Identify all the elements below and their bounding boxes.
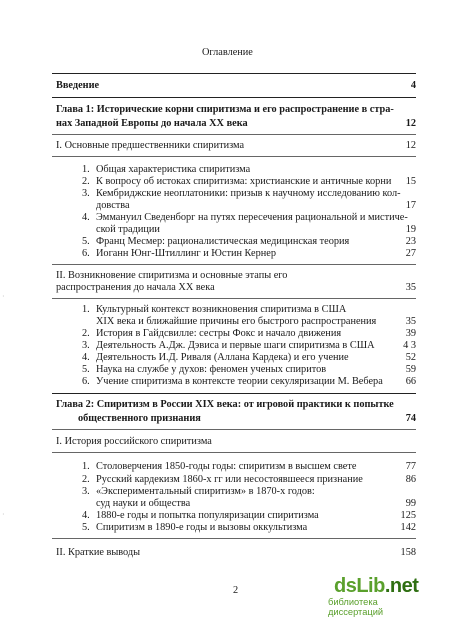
list-item-text: Культурный контекст возникновения спиритизма в США [96, 304, 347, 315]
list-item-number: 4. [82, 510, 90, 521]
list-item-text: ской традиции [96, 224, 160, 235]
list-item-text: «Экспериментальный спиритизм» в 1870-х годов: [96, 486, 315, 497]
intro-rule-top [52, 73, 416, 74]
watermark-logo-tld: .net [384, 575, 419, 597]
ch1-section2-page: 35 [405, 282, 416, 293]
list-item-number: 3. [82, 486, 90, 497]
ch2-section2-page: 158 [400, 547, 416, 558]
list-item-number: 4. [82, 212, 90, 223]
list-item-number: 5. [82, 236, 90, 247]
list-item-number: 2. [82, 474, 90, 485]
ch1-rule [52, 134, 416, 135]
intro-label: Введение [56, 80, 100, 91]
list-item-number: 6. [82, 248, 90, 259]
list-item-text: Спиритизм в 1890-е годы и вызовы оккультизма [96, 522, 308, 533]
list-item-text: Наука на службе у духов: феномен ученых спиритов [96, 364, 327, 375]
list-item-page: 142 [400, 522, 416, 533]
list-item-number: 3. [82, 340, 90, 351]
ch1-section1-title: I. Основные предшественники спиритизма [56, 140, 245, 151]
ch2-section1-title: I. История российского спиритизма [56, 436, 212, 447]
list-item-text: Эммануил Сведенборг на путях пересечения рациональной и мистиче- [96, 212, 408, 223]
ch2-page: 74 [405, 413, 416, 424]
ch2-rule [52, 429, 416, 430]
list-item-text: История в Гайдсвилле: сестры Фокс и начало движения [96, 328, 342, 339]
list-item-number: 5. [82, 364, 90, 375]
list-item-page: 19 [405, 224, 416, 235]
ch1-page: 12 [405, 118, 416, 129]
ch1-section2-rule-bottom [52, 298, 416, 299]
list-item-text: Кембриджские неоплатоники: призыв к научному исследованию кол- [96, 188, 401, 199]
intro-rule-bottom [52, 97, 416, 98]
list-item-page: 86 [405, 474, 416, 485]
list-item-text: 1880-е годы и попытка популяризации спиритизма [96, 510, 319, 521]
scan-margin-mark: · [2, 292, 5, 301]
list-item-text: Иоганн Юнг-Штиллинг и Юстин Кернер [96, 248, 276, 259]
list-item-page: 23 [405, 236, 416, 247]
list-item-page: 66 [405, 376, 416, 387]
list-item-text: К вопросу об истоках спиритизма: христианские и античные корни [96, 176, 392, 187]
list-item-page: 77 [405, 461, 416, 472]
list-item-text: XIX века и ближайшие причины его быстрого распространения [96, 316, 377, 327]
list-item-page: 59 [405, 364, 416, 375]
list-item-page: 35 [405, 316, 416, 327]
list-item-text: Столоверчения 1850-годы годы: спиритизм в высшем свете [96, 461, 357, 472]
list-item-number: 2. [82, 176, 90, 187]
ch2-title-line2: общественного признания [78, 413, 201, 424]
list-item-page: 125 [400, 510, 416, 521]
list-item-number: 2. [82, 328, 90, 339]
ch1-section2-rule-top [52, 264, 416, 265]
watermark [328, 575, 434, 617]
ch2-section2-title: II. Краткие выводы [56, 547, 141, 558]
list-item-text: Деятельность А.Дж. Дэвиса и первые шаги спиритизма в США [96, 340, 375, 351]
list-item-number: 3. [82, 188, 90, 199]
watermark-logo-main: dsLib [334, 575, 385, 597]
list-item-page: 39 [405, 328, 416, 339]
intro-page: 4 [410, 80, 416, 91]
ch1-title-line2: нах Западной Европы до начала XX века [56, 118, 248, 129]
list-item-page: 52 [405, 352, 416, 363]
list-item-text: довства [96, 200, 130, 211]
list-item-page: 4 3 [403, 340, 416, 351]
list-item-page: 27 [405, 248, 416, 259]
ch1-section1-page: 12 [405, 140, 416, 151]
list-item-number: 6. [82, 376, 90, 387]
list-item-page: 99 [405, 498, 416, 509]
page-number: 2 [233, 585, 239, 596]
ch1-title-line1: Глава 1: Исторические корни спиритизма и его распространение в стра- [56, 104, 394, 115]
list-item-text: Франц Месмер: рационалистическая медицинская теория [96, 236, 350, 247]
ch1-section2-title-line1: II. Возникновение спиритизма и основные этапы его [56, 270, 288, 281]
list-item-text: Общая характеристика спиритизма [96, 164, 251, 175]
ch1-section2-title-line2: распространения до начала XX века [56, 282, 215, 293]
scan-margin-mark: · [2, 510, 5, 519]
ch1-section1-rule [52, 156, 416, 157]
watermark-subtitle: библиотека диссертаций [328, 597, 384, 617]
list-item-number: 1. [82, 304, 90, 315]
list-item-text: Учение спиритизма в контексте теории секуляризации М. Вебера [96, 376, 383, 387]
watermark-logo [334, 575, 418, 598]
page-title: Оглавление [202, 47, 253, 58]
list-item-text: Русский кардекизм 1860-х гг или несостоявшееся признание [96, 474, 363, 485]
list-item-text: суд науки и общества [96, 498, 191, 509]
list-item-text: Деятельность И.Д. Риваля (Аллана Кардека) и его учение [96, 352, 349, 363]
list-item-page: 17 [405, 200, 416, 211]
list-item-page: 15 [405, 176, 416, 187]
ch2-section1-rule [52, 452, 416, 453]
list-item-number: 5. [82, 522, 90, 533]
ch2-section2-rule-top [52, 538, 416, 539]
ch2-rule-top [52, 393, 416, 394]
list-item-number: 4. [82, 352, 90, 363]
ch2-title-line1: Глава 2: Спиритизм в России XIX века: от игровой практики к попытке [56, 399, 394, 410]
list-item-number: 1. [82, 164, 90, 175]
list-item-number: 1. [82, 461, 90, 472]
